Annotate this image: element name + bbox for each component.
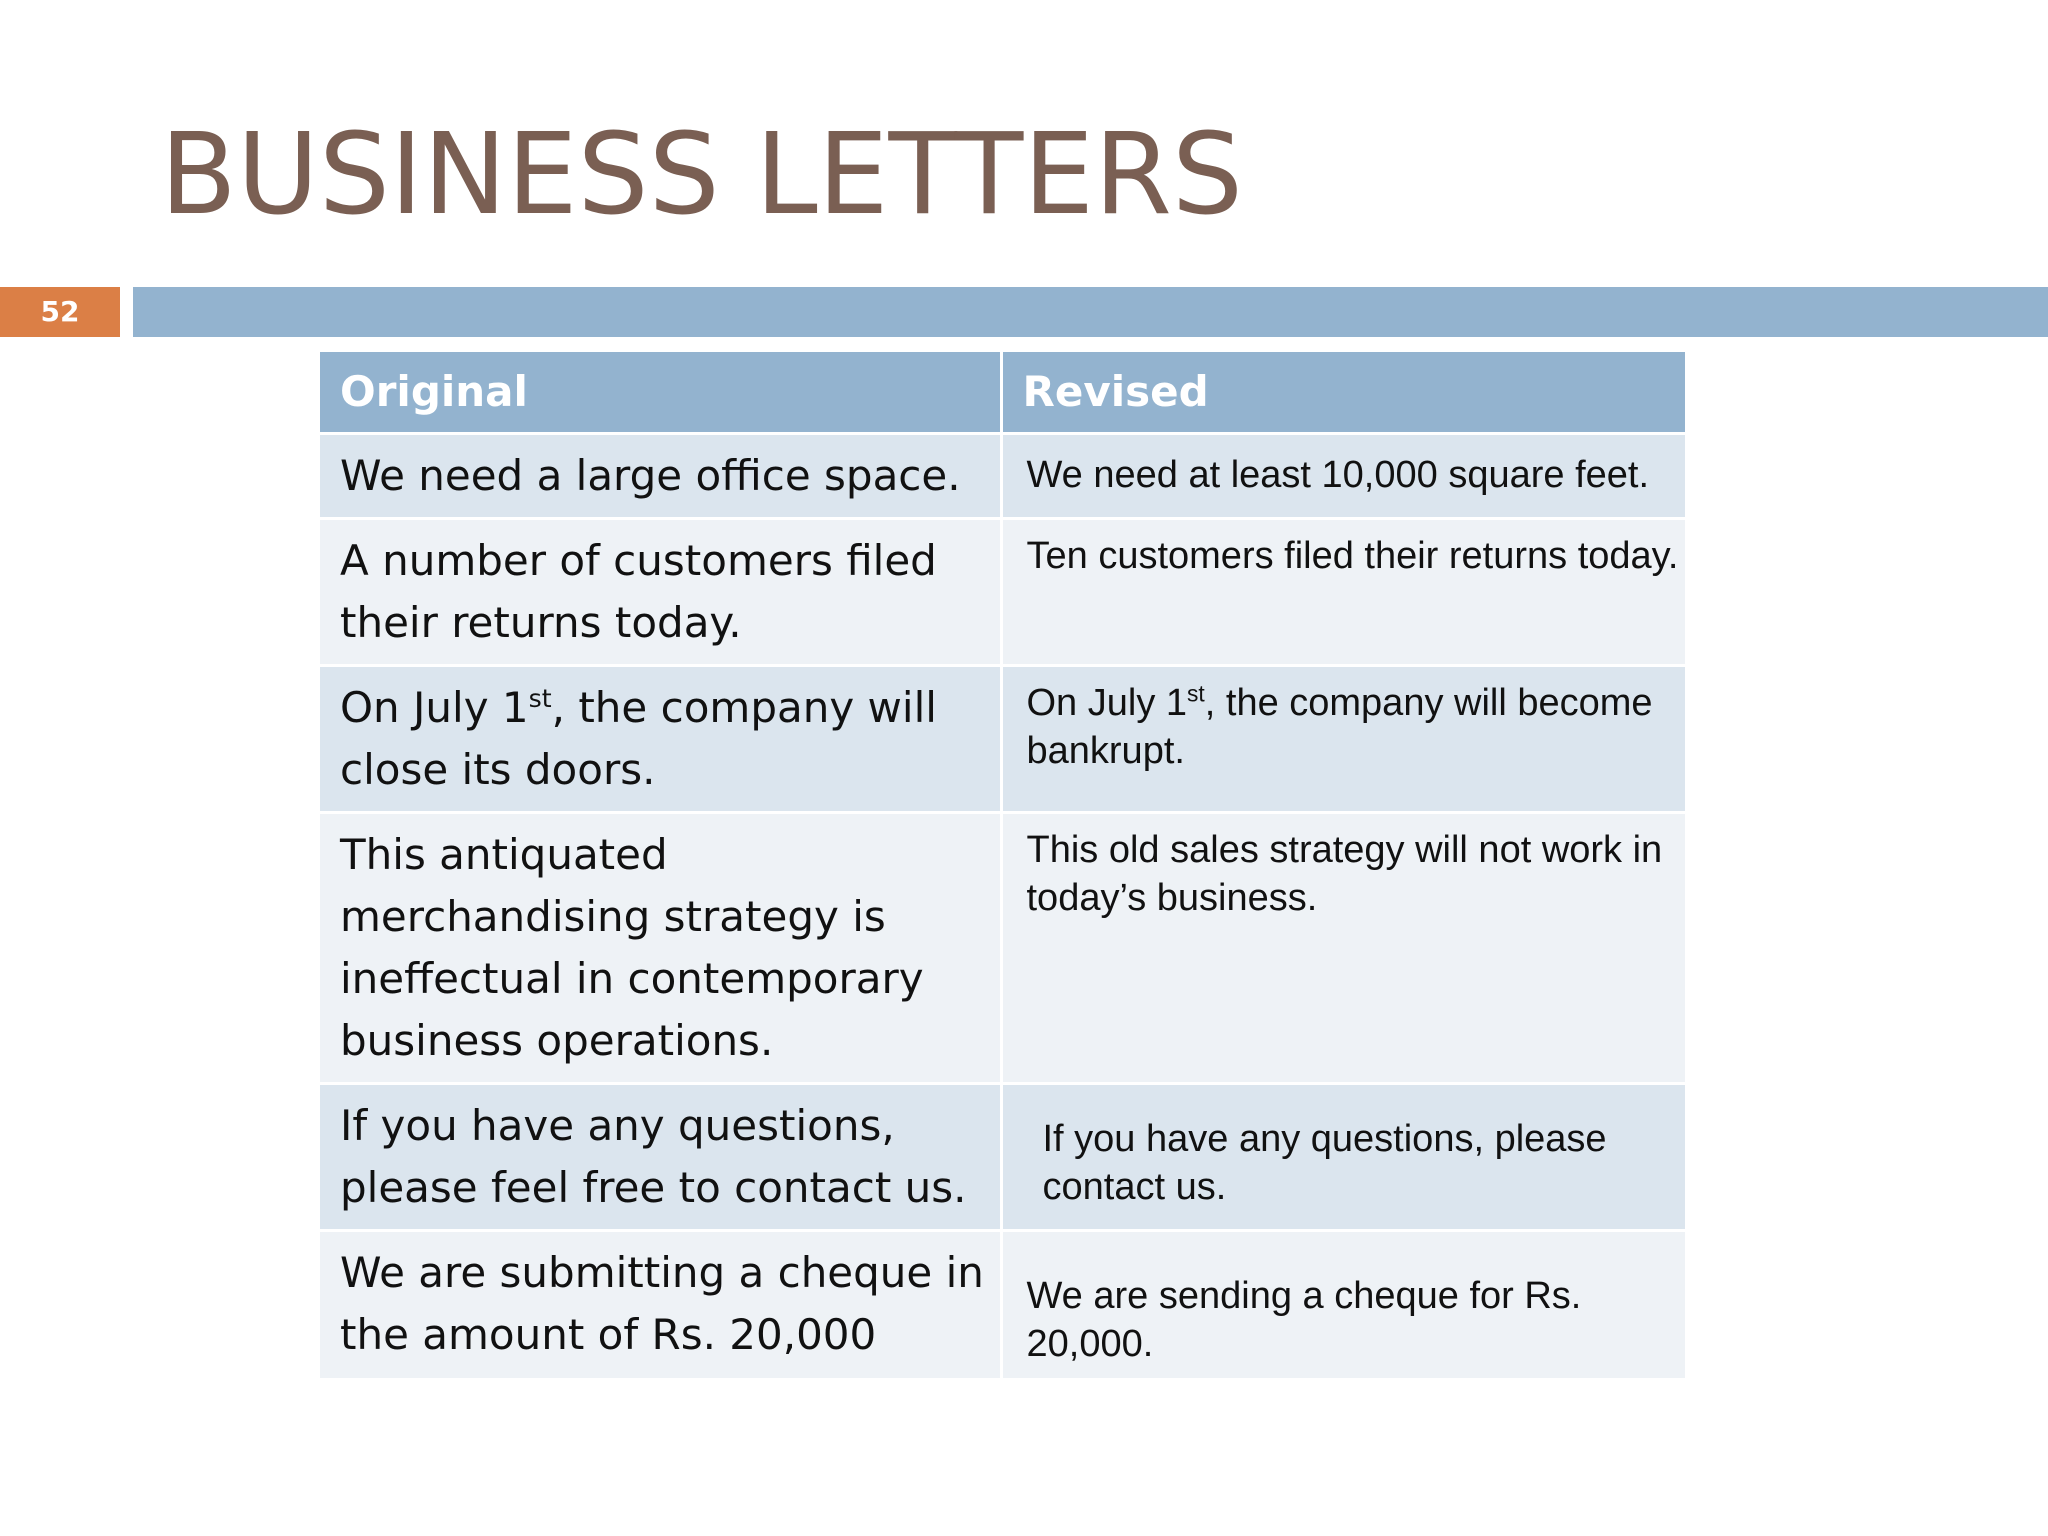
table-row <box>320 813 1685 1084</box>
revised-text: We need at least 10,000 square feet. <box>1026 454 1650 496</box>
table-header-row <box>320 352 1685 434</box>
header-original: Original <box>320 352 1001 434</box>
cell-revised <box>1001 434 1685 519</box>
original-text: We are submitting a cheque in the amount of Rs. 20,000 <box>340 1248 984 1359</box>
cell-revised <box>1001 1231 1685 1380</box>
revised-text: If you have any questions, please contact us. <box>1042 1118 1607 1208</box>
revised-text: We are sending a cheque for Rs. 20,000. <box>1026 1275 1582 1365</box>
original-text: On July 1st, the company will close its doors. <box>340 683 937 794</box>
cell-revised <box>1001 813 1685 1084</box>
cell-original <box>320 813 1001 1084</box>
slide-number-badge: 52 <box>0 287 120 337</box>
slide-title: BUSINESS LETTERS <box>160 110 1243 240</box>
original-text: A number of customers filed their returns today. <box>340 536 937 647</box>
cell-original <box>320 1084 1001 1231</box>
table-row <box>320 1231 1685 1380</box>
cell-original <box>320 434 1001 519</box>
table-row <box>320 666 1685 813</box>
original-text: We need a large office space. <box>340 451 961 500</box>
table-row <box>320 1084 1685 1231</box>
revised-text: On July 1st, the company will become bankrupt. <box>1026 680 1653 772</box>
cell-revised <box>1001 1084 1685 1231</box>
cell-original <box>320 1231 1001 1380</box>
header-revised: Revised <box>1001 352 1685 434</box>
cell-original <box>320 666 1001 813</box>
revised-text: This old sales strategy will not work in today’s business. <box>1026 829 1663 919</box>
title-divider-bar <box>133 287 2048 337</box>
original-text: If you have any questions, please feel free to contact us. <box>340 1101 967 1212</box>
original-text: This antiquated merchandising strategy is ineffectual in contemporary business operations. <box>340 830 924 1065</box>
cell-original <box>320 519 1001 666</box>
cell-revised <box>1001 519 1685 666</box>
revised-text: Ten customers filed their returns today. <box>1026 535 1679 577</box>
cell-revised <box>1001 666 1685 813</box>
comparison-table <box>320 352 1685 1381</box>
table-row <box>320 434 1685 519</box>
table-row <box>320 519 1685 666</box>
